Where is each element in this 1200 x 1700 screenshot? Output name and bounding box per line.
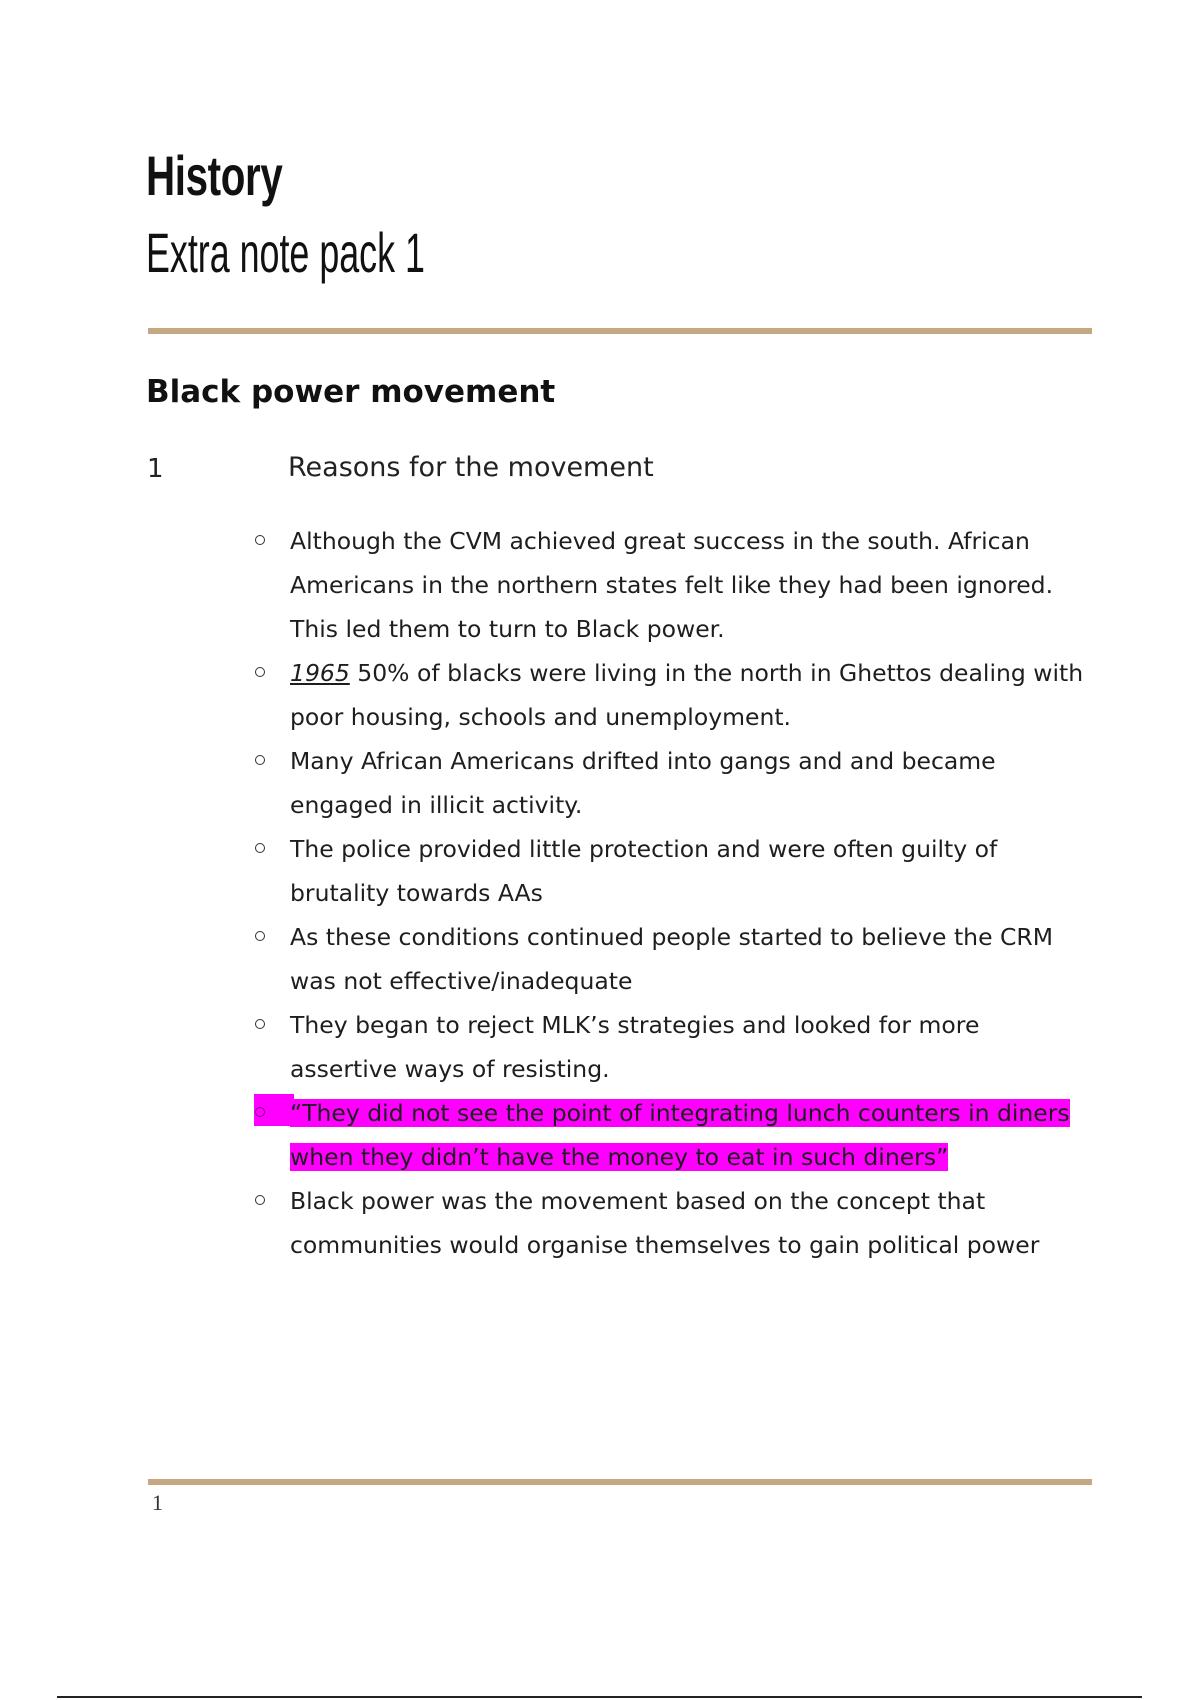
list-item-text: The police provided little protection and were often guilty of brutality towards AAs [290, 835, 998, 907]
hollow-circle-bullet-icon [255, 667, 265, 677]
list-item [290, 519, 1090, 651]
subsection-number: 1 [147, 454, 164, 484]
list-item [290, 1179, 1090, 1267]
hollow-circle-bullet-icon [255, 1195, 265, 1205]
document-title: History [146, 144, 283, 207]
highlighted-list-item [290, 1091, 1090, 1179]
list-item-text: Black power was the movement based on the concept that communities would organise themselves to gain political power [290, 1187, 1040, 1259]
document-subtitle: Extra note pack 1 [146, 221, 425, 284]
hollow-circle-bullet-icon [255, 755, 265, 765]
section-heading: Black power movement [146, 374, 556, 410]
subsection-title: Reasons for the movement [288, 452, 654, 483]
highlighted-quote-text: “They did not see the point of integrating lunch counters in diners when they didn’t have the money to eat in such diners” [290, 1099, 1070, 1171]
list-item-text: As these conditions continued people started to believe the CRM was not effective/inadequate [290, 923, 1054, 995]
page-bottom-edge [57, 1696, 1142, 1698]
list-item-year: 1965 [290, 659, 350, 687]
list-item-text: 50% of blacks were living in the north in Ghettos dealing with poor housing, schools and unemployment. [290, 659, 1084, 731]
bullet-list [290, 519, 1090, 1267]
list-item-text: Although the CVM achieved great success in the south. African Americans in the northern states felt like they had been ignored. This led them to turn to Black power. [290, 527, 1054, 643]
list-item [290, 1003, 1090, 1091]
list-item-text: They began to reject MLK’s strategies and looked for more assertive ways of resisting. [290, 1011, 980, 1083]
list-item-text: Many African Americans drifted into gangs and and became engaged in illicit activity. [290, 747, 996, 819]
hollow-circle-bullet-icon [255, 1019, 265, 1029]
header-divider [148, 328, 1092, 334]
hollow-circle-bullet-icon [255, 931, 265, 941]
page-number: 1 [152, 1490, 163, 1515]
list-item [290, 739, 1090, 827]
hollow-circle-bullet-icon [255, 1107, 265, 1117]
footer-divider [148, 1479, 1092, 1485]
hollow-circle-bullet-icon [255, 535, 265, 545]
list-item [290, 651, 1090, 739]
list-item [290, 915, 1090, 1003]
hollow-circle-bullet-icon [255, 843, 265, 853]
list-item [290, 827, 1090, 915]
